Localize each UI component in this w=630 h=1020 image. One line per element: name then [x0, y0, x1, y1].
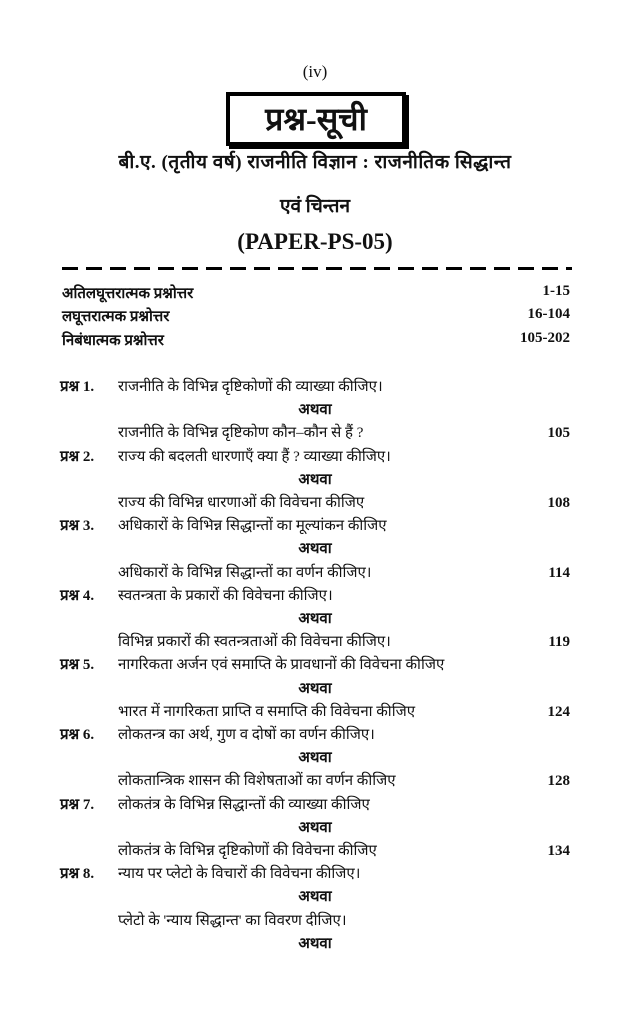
- question-text: अधिकारों के विभिन्न सिद्धान्तों का वर्णन कीजिए।: [118, 564, 372, 581]
- question-text: राजनीति के विभिन्न दृष्टिकोण कौन–कौन से हैं ?: [118, 425, 364, 442]
- question-text: लोकतान्त्रिक शासन की विशेषताओं का वर्णन कीजिए: [118, 773, 396, 790]
- section-row: [62, 330, 570, 350]
- page-number-ref: 108: [547, 495, 570, 511]
- alternate-question-row: [60, 562, 570, 584]
- or-label: अथवा: [298, 680, 332, 697]
- alternate-question-row: [60, 422, 570, 444]
- or-label: अथवा: [298, 750, 332, 767]
- section-pages: 105-202: [520, 330, 570, 346]
- alternate-question-row: [60, 701, 570, 723]
- question-number: प्रश्न 2.: [60, 448, 95, 465]
- question-number: प्रश्न 6.: [60, 727, 95, 743]
- or-separator-row: [60, 399, 570, 421]
- page-number-ref: 124: [547, 703, 570, 720]
- question-number: प्रश्न 1.: [60, 379, 95, 395]
- section-label: अतिलघूत्तरात्मक प्रश्नोत्तर: [62, 286, 194, 302]
- or-label: अथवा: [298, 889, 332, 906]
- question-text: राज्य की बदलती धारणाएँ क्या हैं ? व्याख्या कीजिए।: [118, 448, 391, 465]
- question-row: [60, 724, 570, 746]
- page-title: प्रश्न-सूची: [226, 92, 406, 146]
- question-text: अधिकारों के विभिन्न सिद्धान्तों का मूल्यांकन कीजिए: [118, 518, 387, 535]
- or-separator-row: [60, 886, 570, 908]
- question-row: [60, 863, 570, 885]
- or-label: अथवा: [298, 611, 332, 627]
- or-separator-row: [60, 608, 570, 630]
- question-text: लोकतन्त्र का अर्थ, गुण व दोषों का वर्णन कीजिए।: [118, 727, 375, 743]
- question-number: प्रश्न 4.: [60, 587, 95, 604]
- or-label: अथवा: [298, 935, 332, 952]
- section-label: निबंधात्मक प्रश्नोत्तर: [62, 333, 164, 349]
- alternate-question-row: [60, 770, 570, 792]
- paper-code: (PAPER-PS-05): [237, 229, 393, 254]
- page-number-ref: 134: [547, 843, 570, 859]
- question-number: प्रश्न 7.: [60, 796, 95, 813]
- page-number: (iv): [302, 62, 328, 81]
- question-row: [60, 654, 570, 676]
- dashed-divider: [62, 267, 572, 270]
- question-text: भारत में नागरिकता प्राप्ति व समाप्ति की विवेचना कीजिए: [118, 703, 416, 720]
- question-text: राज्य की विभिन्न धारणाओं की विवेचना कीजिए: [118, 495, 365, 511]
- or-label: अथवा: [298, 402, 332, 419]
- or-label: अथवा: [298, 471, 332, 488]
- page-number-ref: 105: [547, 425, 570, 442]
- course-subtitle: बी.ए. (तृतीय वर्ष) राजनीति विज्ञान : राजनीतिक सिद्धान्त: [118, 152, 512, 173]
- section-row: [62, 306, 570, 326]
- alternate-question-row: [60, 631, 570, 653]
- question-text: प्लेटो के 'न्याय सिद्धान्त' का विवरण दीजिए।: [118, 912, 347, 929]
- question-row: [60, 585, 570, 607]
- or-separator-row: [60, 538, 570, 560]
- or-separator-row: [60, 747, 570, 769]
- section-row: [62, 283, 570, 303]
- question-text: नागरिकता अर्जन एवं समाप्ति के प्रावधानों की विवेचना कीजिए: [118, 657, 445, 674]
- section-pages: 16-104: [527, 306, 570, 322]
- question-row: [60, 794, 570, 816]
- page-number-ref: 119: [548, 634, 570, 651]
- question-row: [60, 446, 570, 468]
- or-separator-row: [60, 678, 570, 700]
- or-label: अथवा: [298, 819, 332, 836]
- or-separator-row: [60, 933, 570, 955]
- section-pages: 1-15: [542, 283, 570, 299]
- question-text: स्वतन्त्रता के प्रकारों की विवेचना कीजिए।: [118, 587, 333, 604]
- page-number-ref: 114: [548, 564, 570, 581]
- alternate-question-row: [60, 840, 570, 862]
- question-text: लोकतंत्र के विभिन्न सिद्धान्तों की व्याख्या कीजिए: [118, 796, 370, 813]
- question-text: राजनीति के विभिन्न दृष्टिकोणों की व्याख्या कीजिए।: [118, 379, 383, 395]
- alternate-question-row: [60, 910, 570, 932]
- question-number: प्रश्न 5.: [60, 657, 95, 674]
- question-text: विभिन्न प्रकारों की स्वतन्त्रताओं की विवेचना कीजिए।: [118, 634, 391, 651]
- course-subtitle-continued: एवं चिन्तन: [279, 196, 351, 217]
- question-number: प्रश्न 8.: [60, 866, 95, 883]
- or-label: अथवा: [298, 541, 332, 558]
- section-label: लघूत्तरात्मक प्रश्नोत्तर: [62, 309, 170, 325]
- question-text: लोकतंत्र के विभिन्न दृष्टिकोणों की विवेचना कीजिए: [118, 843, 377, 859]
- question-number: प्रश्न 3.: [60, 518, 95, 535]
- question-text: न्याय पर प्लेटो के विचारों की विवेचना कीजिए।: [118, 866, 361, 883]
- question-row: [60, 515, 570, 537]
- page-number-ref: 128: [547, 773, 570, 790]
- or-separator-row: [60, 469, 570, 491]
- alternate-question-row: [60, 492, 570, 514]
- question-row: [60, 376, 570, 398]
- or-separator-row: [60, 817, 570, 839]
